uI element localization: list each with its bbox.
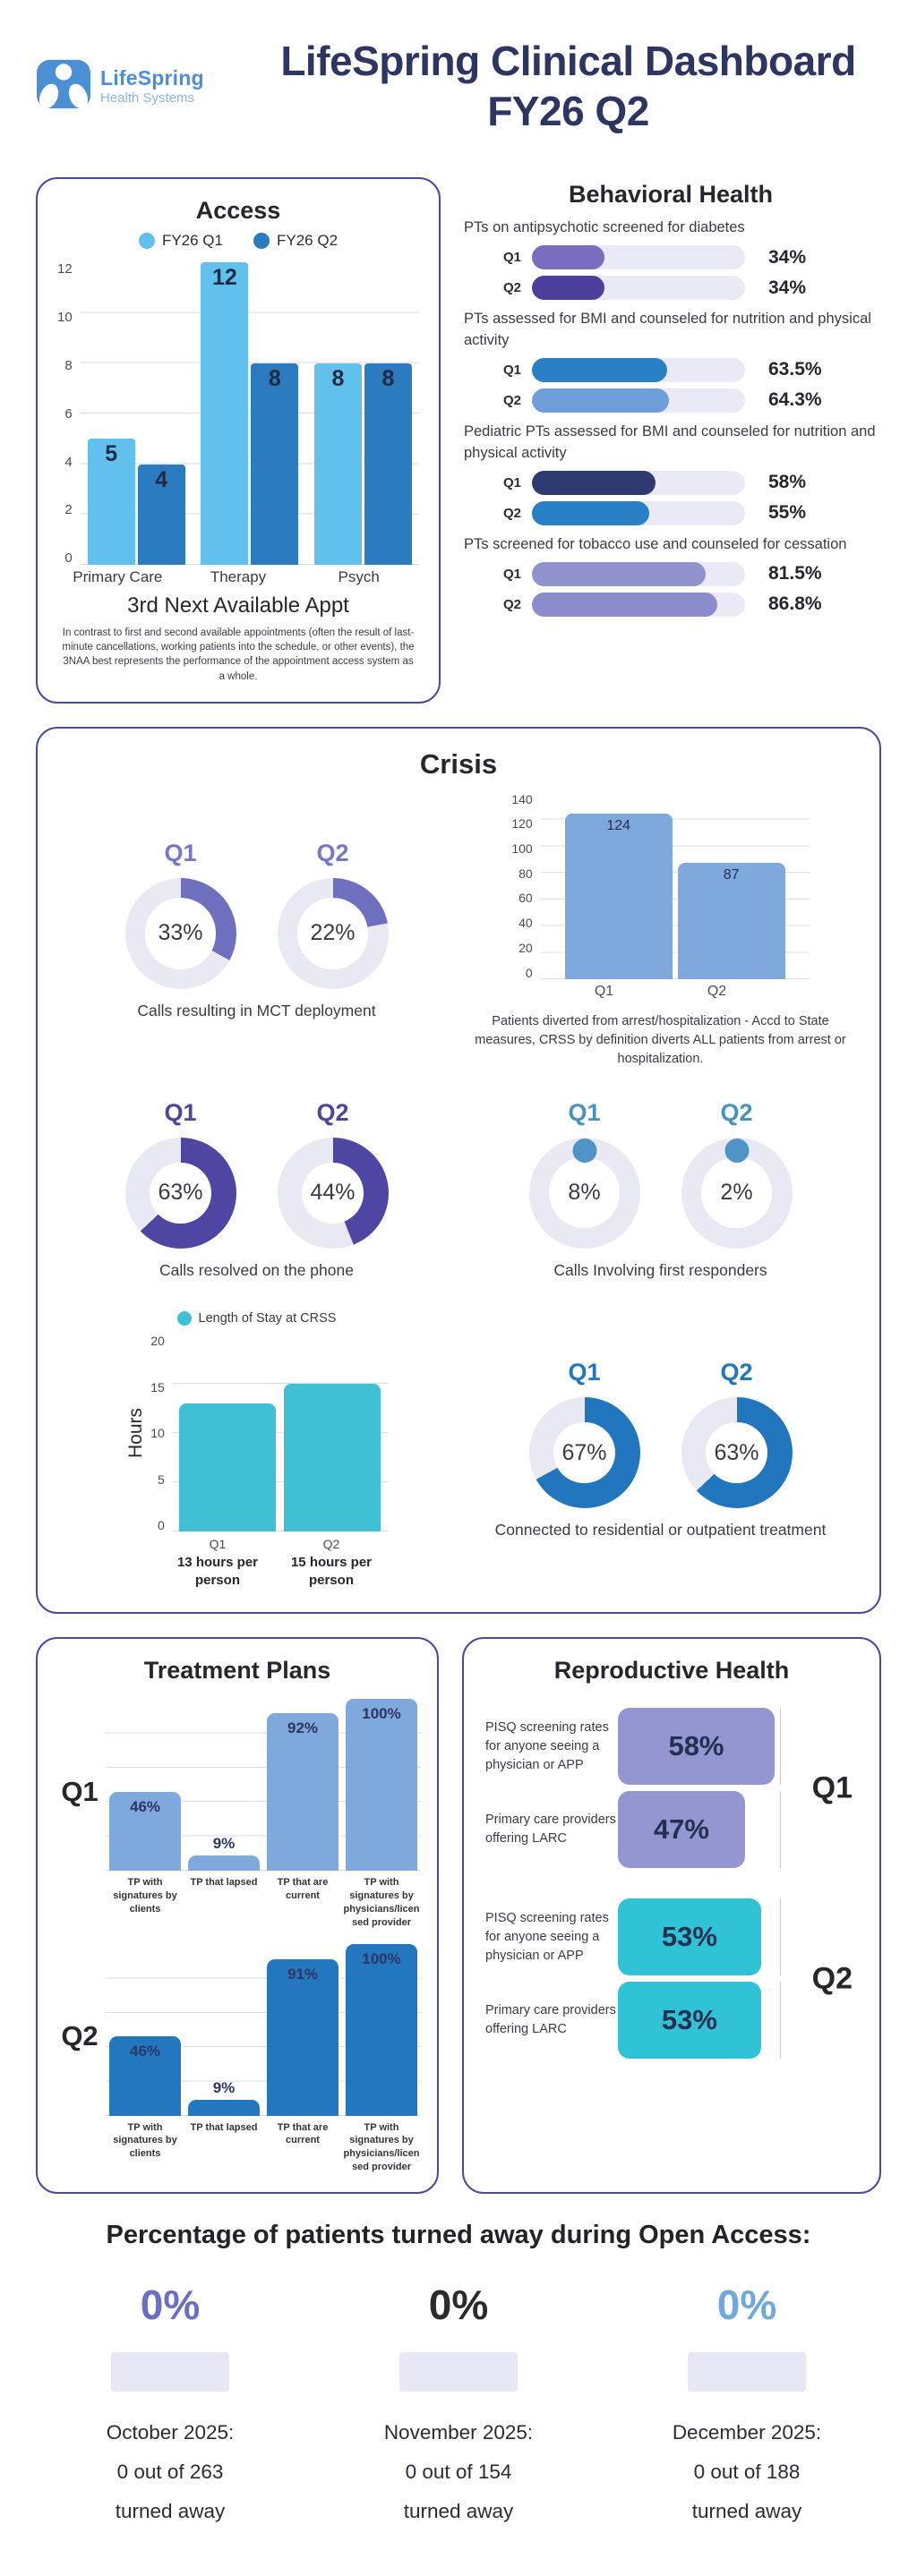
bar-value: 46% bbox=[129, 1797, 161, 1815]
x-category: TP that are current bbox=[277, 2121, 329, 2146]
y-tick: 0 bbox=[525, 965, 533, 980]
bar-group-therapy bbox=[201, 262, 298, 565]
donut-value: 8% bbox=[568, 1180, 601, 1206]
donut-q-label: Q1 bbox=[568, 1359, 601, 1386]
x-category: TP with signatures by physicians/licensed provider bbox=[343, 2121, 420, 2173]
x-category-sublabel: 13 hours per person bbox=[176, 1555, 258, 1588]
pill-fill bbox=[532, 471, 656, 495]
bar-los-q1 bbox=[179, 1403, 276, 1531]
pill-fill bbox=[532, 593, 717, 617]
access-title: Access bbox=[195, 197, 281, 225]
bar-group-primary-care bbox=[88, 262, 185, 565]
bar-therapy-q1 bbox=[201, 262, 248, 565]
responders-caption: Calls Involving first responders bbox=[553, 1260, 767, 1279]
bar-value: 47% bbox=[653, 1813, 709, 1846]
x-category: TP with signatures by clients bbox=[113, 1877, 177, 1915]
donut-value: 67% bbox=[561, 1439, 607, 1465]
y-tick: 140 bbox=[511, 791, 533, 806]
y-tick: 20 bbox=[150, 1334, 165, 1349]
bar-value: 100% bbox=[362, 1705, 401, 1723]
y-tick: 2 bbox=[64, 502, 73, 518]
donut-q1 bbox=[529, 1359, 640, 1508]
bar-primary-care-q2 bbox=[138, 465, 185, 566]
pill-row bbox=[498, 358, 881, 382]
donut-hole bbox=[553, 1422, 614, 1483]
behavioral-title: Behavioral Health bbox=[568, 181, 774, 209]
metric-label: Pediatric PTs assessed for BMI and counseled for nutrition and physical activity bbox=[464, 422, 876, 461]
reproductive-title: Reproductive Health bbox=[553, 1657, 790, 1685]
repro-q-label: Q1 bbox=[811, 1770, 853, 1805]
bar-group-psych bbox=[314, 262, 412, 565]
metric-bmi bbox=[460, 309, 881, 413]
bar-value: 9% bbox=[212, 2079, 236, 2097]
pill-fill bbox=[532, 562, 706, 586]
bar-value: 46% bbox=[129, 2043, 161, 2060]
crisis-residential-cell bbox=[467, 1311, 854, 1589]
x-category: TP with signatures by clients bbox=[113, 2121, 177, 2160]
access-y-axis bbox=[57, 262, 81, 565]
repro-row bbox=[485, 1708, 781, 1785]
donut-q-label: Q2 bbox=[316, 839, 349, 866]
pill-row bbox=[498, 245, 881, 269]
donut-chart-mct-q1 bbox=[125, 878, 236, 989]
bar-diverted-q1 bbox=[565, 814, 673, 978]
diverted-plot-area bbox=[541, 793, 810, 979]
open-access-october bbox=[63, 2281, 278, 2531]
row-treatment-reproductive bbox=[36, 1637, 881, 2194]
los-plot-area bbox=[173, 1335, 388, 1531]
y-tick: 80 bbox=[518, 866, 533, 881]
turned-away-line: turned away bbox=[115, 2499, 226, 2522]
pill-value: 34% bbox=[768, 277, 807, 298]
legend-item-q2 bbox=[253, 232, 338, 250]
donut-chart-mct-q2 bbox=[278, 878, 389, 989]
y-tick: 0 bbox=[157, 1518, 165, 1533]
y-tick: 100 bbox=[511, 841, 533, 856]
crisis-title: Crisis bbox=[419, 747, 498, 780]
bar-value: 4 bbox=[155, 466, 168, 492]
bar-value: 91% bbox=[287, 1965, 319, 1983]
diverted-chart-body bbox=[511, 793, 809, 979]
x-category: Therapy bbox=[210, 568, 267, 586]
donut-value: 33% bbox=[158, 920, 203, 946]
open-access-december bbox=[639, 2281, 854, 2531]
access-plot-area bbox=[81, 262, 419, 565]
logo-name: LifeSpring bbox=[100, 65, 204, 90]
los-y-axis-title: Hours bbox=[125, 1408, 147, 1459]
diverted-caption: Patients diverted from arrest/hospitalization - Accd to State measures, CRSS by definition diverts ALL patients from arrest or hospitalization. bbox=[475, 1013, 846, 1066]
bar-value: 9% bbox=[212, 1834, 236, 1852]
donut-hole bbox=[145, 898, 216, 968]
bar-value: 92% bbox=[287, 1719, 319, 1736]
x-category: Q2 bbox=[707, 983, 727, 999]
y-tick: 5 bbox=[157, 1471, 165, 1487]
donut-hole bbox=[297, 898, 368, 968]
donut-hole bbox=[150, 1163, 210, 1224]
y-tick: 0 bbox=[64, 550, 73, 567]
x-category: Primary Care bbox=[73, 568, 163, 586]
bar-wrap bbox=[109, 1944, 181, 2116]
bar-wrap bbox=[267, 1699, 339, 1871]
pill-value: 86.8% bbox=[768, 593, 822, 615]
repro-row bbox=[485, 1791, 781, 1868]
pill-value: 34% bbox=[768, 246, 807, 268]
repro-bar-area bbox=[618, 1898, 781, 1975]
access-legend bbox=[57, 232, 419, 250]
donut-q-label: Q1 bbox=[568, 1098, 601, 1126]
donut-q-label: Q1 bbox=[164, 1098, 197, 1126]
donut-value: 2% bbox=[720, 1180, 753, 1206]
legend-label-q2: FY26 Q2 bbox=[277, 232, 339, 250]
bar-pisq-q2 bbox=[618, 1898, 761, 1975]
metric-label: PTs screened for tobacco use and counseled for cessation bbox=[464, 535, 847, 552]
treatment-title: Treatment Plans bbox=[143, 1657, 331, 1685]
pill-q-label: Q2 bbox=[502, 392, 521, 408]
pill-fill bbox=[532, 388, 669, 413]
access-section bbox=[36, 177, 441, 703]
treatment-q1-row bbox=[54, 1699, 421, 1929]
open-access-title: Percentage of patients turned away during Open Access: bbox=[106, 2220, 811, 2249]
bar-value: 53% bbox=[661, 2004, 717, 2036]
zero-bar bbox=[688, 2352, 806, 2392]
pill-q-label: Q1 bbox=[502, 362, 521, 378]
legend-label-q1: FY26 Q1 bbox=[161, 232, 223, 250]
donut-chart-responders-q1 bbox=[529, 1138, 640, 1249]
donut-chart-residential-q2 bbox=[681, 1397, 793, 1508]
bar-value: 87 bbox=[723, 867, 740, 883]
reproductive-q1-group bbox=[485, 1708, 858, 1868]
y-tick: 6 bbox=[64, 405, 73, 422]
phone-donut-pair bbox=[63, 1099, 450, 1282]
page-title: LifeSpring Clinical Dashboard FY26 Q2 bbox=[280, 38, 856, 135]
treatment-q2-row bbox=[54, 1944, 421, 2174]
bar-wrap bbox=[346, 1944, 417, 2116]
los-chart bbox=[125, 1311, 388, 1589]
legend-item-q1 bbox=[139, 232, 223, 250]
percent-value: 0% bbox=[716, 2281, 777, 2328]
donut-q-label: Q2 bbox=[316, 1098, 349, 1126]
mct-donut-pair bbox=[63, 840, 450, 1022]
x-category-label: Q2 bbox=[322, 1537, 340, 1552]
legend-dot-q2-icon bbox=[253, 233, 270, 249]
pill-track bbox=[532, 593, 745, 617]
percent-value: 0% bbox=[428, 2281, 489, 2328]
metric-tobacco bbox=[460, 534, 881, 617]
zero-bar bbox=[111, 2352, 229, 2392]
bar-tp-current bbox=[267, 1959, 339, 2116]
bar-tp-signatures-clients bbox=[109, 2036, 181, 2115]
los-legend bbox=[177, 1311, 337, 1326]
phone-caption: Calls resolved on the phone bbox=[159, 1260, 354, 1279]
bar-wrap bbox=[188, 1699, 260, 1871]
donut-q-label: Q2 bbox=[720, 1098, 753, 1126]
bar-pisq-q1 bbox=[618, 1708, 775, 1785]
repro-category: Primary care providers offering LARC bbox=[485, 1813, 616, 1847]
pill-row bbox=[498, 471, 881, 495]
bar-value: 8 bbox=[381, 365, 395, 391]
donut-value: 63% bbox=[158, 1180, 203, 1206]
open-access-november bbox=[351, 2281, 566, 2531]
treatment-q2-categories bbox=[106, 2116, 421, 2174]
pill-value: 63.5% bbox=[768, 359, 822, 380]
los-chart-body bbox=[125, 1335, 388, 1531]
pill-q-label: Q1 bbox=[502, 474, 521, 490]
y-tick: 12 bbox=[57, 261, 73, 277]
zero-bar bbox=[399, 2352, 518, 2392]
donut-q-label: Q2 bbox=[720, 1359, 753, 1386]
treatment-q2-chart bbox=[106, 1944, 421, 2174]
donut-q2 bbox=[278, 840, 389, 989]
metric-diabetes bbox=[460, 218, 881, 300]
y-tick: 10 bbox=[57, 310, 73, 326]
responders-donut-pair bbox=[467, 1099, 854, 1282]
los-x-axis bbox=[129, 1537, 384, 1589]
treatment-plans-section bbox=[36, 1637, 439, 2194]
treatment-q1-categories bbox=[106, 1871, 421, 1929]
x-category: TP that lapsed bbox=[190, 2121, 258, 2133]
donut-chart-phone-q2 bbox=[278, 1138, 389, 1249]
access-chart bbox=[57, 262, 419, 565]
donut-chart-responders-q2 bbox=[681, 1138, 793, 1249]
repro-bar-area bbox=[618, 1791, 781, 1868]
x-category: TP that are current bbox=[277, 1877, 329, 1901]
treatment-q-label: Q2 bbox=[61, 2020, 99, 2052]
repro-category: PISQ screening rates for anyone seeing a physician or APP bbox=[485, 1719, 609, 1772]
crisis-mct-cell bbox=[63, 793, 450, 1069]
bar-tp-lapsed bbox=[188, 1855, 260, 1871]
pill-q-label: Q1 bbox=[502, 566, 521, 582]
bar-los-q2 bbox=[284, 1384, 381, 1531]
pill-fill bbox=[532, 276, 604, 300]
bar-value: 8 bbox=[331, 365, 345, 391]
repro-q-label: Q2 bbox=[811, 1961, 853, 1996]
lifespring-logo-icon bbox=[36, 58, 91, 115]
y-tick: 15 bbox=[150, 1379, 165, 1395]
pill-q-label: Q2 bbox=[502, 505, 521, 521]
bar-value: 12 bbox=[211, 265, 237, 291]
y-tick: 40 bbox=[518, 916, 533, 931]
bar-value: 100% bbox=[362, 1949, 401, 1967]
month-line: December 2025: bbox=[672, 2420, 822, 2444]
bar-therapy-q2 bbox=[251, 363, 298, 565]
logo-subtitle: Health Systems bbox=[100, 90, 195, 106]
x-category: TP that lapsed bbox=[190, 1877, 258, 1889]
pill-q-label: Q2 bbox=[502, 280, 521, 296]
mct-caption: Calls resulting in MCT deployment bbox=[137, 1001, 376, 1019]
residential-caption: Connected to residential or outpatient treatment bbox=[494, 1521, 827, 1540]
y-tick: 120 bbox=[511, 816, 533, 832]
donut-value: 22% bbox=[310, 920, 356, 946]
bar-diverted-q2 bbox=[678, 863, 785, 978]
pill-row bbox=[498, 276, 881, 300]
bar-primary-care-q1 bbox=[88, 439, 135, 565]
bar-tp-lapsed bbox=[188, 2100, 260, 2115]
crisis-responders-cell bbox=[467, 1099, 854, 1282]
row-access-behavioral bbox=[36, 177, 881, 703]
month-line: November 2025: bbox=[383, 2420, 534, 2444]
donut-dot-icon bbox=[572, 1139, 596, 1163]
x-category-label: Q1 bbox=[209, 1537, 227, 1552]
crisis-grid bbox=[63, 793, 854, 1590]
treatment-q2-plot bbox=[106, 1944, 421, 2116]
bar-wrap bbox=[346, 1699, 417, 1871]
bar-tp-signatures-physicians bbox=[346, 1699, 417, 1871]
pill-row bbox=[498, 562, 881, 586]
y-tick: 10 bbox=[150, 1426, 165, 1441]
count-line: 0 out of 188 bbox=[693, 2460, 801, 2483]
y-tick: 60 bbox=[518, 891, 533, 906]
bar-wrap bbox=[188, 1944, 260, 2116]
pill-track bbox=[532, 245, 745, 269]
x-category: Q1 bbox=[594, 983, 614, 999]
pill-value: 81.5% bbox=[768, 563, 822, 584]
reproductive-q2-group bbox=[485, 1898, 858, 2059]
open-access-section bbox=[36, 2221, 881, 2531]
x-category bbox=[165, 1537, 270, 1589]
diverted-x-axis bbox=[551, 984, 771, 1000]
donut-chart-residential-q1 bbox=[529, 1397, 640, 1508]
repro-category: PISQ screening rates for anyone seeing a physician or APP bbox=[485, 1910, 609, 1963]
count-line: 0 out of 154 bbox=[405, 2460, 512, 2483]
crisis-phone-cell bbox=[63, 1099, 450, 1282]
bar-wrap bbox=[267, 1944, 339, 2116]
turned-away-line: turned away bbox=[691, 2499, 802, 2522]
bar-tp-signatures-physicians bbox=[346, 1944, 417, 2116]
pill-value: 58% bbox=[768, 472, 807, 493]
x-category: Psych bbox=[338, 568, 380, 586]
repro-bar-area bbox=[618, 1982, 781, 2059]
lifespring-logo bbox=[36, 58, 237, 115]
bar-larc-q1 bbox=[618, 1791, 745, 1868]
month-line: October 2025: bbox=[106, 2420, 235, 2444]
donut-q1 bbox=[125, 840, 236, 989]
pill-fill bbox=[532, 245, 604, 269]
open-access-columns bbox=[36, 2281, 881, 2531]
x-category-sublabel: 15 hours per person bbox=[290, 1555, 372, 1588]
donut-value: 44% bbox=[310, 1180, 356, 1206]
residential-donut-pair bbox=[467, 1359, 854, 1541]
bar-psych-q1 bbox=[314, 363, 362, 565]
donut-q2 bbox=[278, 1099, 389, 1249]
pill-value: 55% bbox=[768, 502, 807, 524]
metric-label: PTs on antipsychotic screened for diabetes bbox=[464, 219, 745, 236]
donut-q2 bbox=[681, 1099, 793, 1249]
donut-dot-icon bbox=[724, 1139, 749, 1163]
bar-value: 124 bbox=[606, 818, 631, 834]
pill-track bbox=[532, 501, 745, 525]
donut-q1 bbox=[125, 1099, 236, 1249]
metric-label: PTs assessed for BMI and counseled for nutrition and physical activity bbox=[464, 311, 871, 349]
bar-psych-q2 bbox=[364, 363, 412, 565]
donut-value: 63% bbox=[714, 1439, 759, 1465]
treatment-q1-chart bbox=[106, 1699, 421, 1929]
donut-chart-phone-q1 bbox=[125, 1138, 236, 1249]
legend-dot-q1-icon bbox=[139, 233, 155, 249]
crisis-los-cell bbox=[63, 1311, 450, 1589]
donut-q-label: Q1 bbox=[164, 839, 197, 866]
bar-tp-signatures-clients bbox=[109, 1792, 181, 1871]
pill-track bbox=[532, 358, 745, 382]
logo-text bbox=[100, 66, 237, 107]
pill-track bbox=[532, 562, 745, 586]
bar-value: 5 bbox=[105, 441, 118, 467]
bar-value: 8 bbox=[268, 365, 281, 391]
repro-row bbox=[485, 1898, 781, 1975]
crisis-diverted-cell bbox=[467, 793, 854, 1069]
los-y-axis bbox=[150, 1335, 173, 1531]
pill-row bbox=[498, 593, 881, 617]
repro-category: Primary care providers offering LARC bbox=[485, 2003, 616, 2037]
bar-wrap bbox=[109, 1699, 181, 1871]
bar-value: 58% bbox=[668, 1730, 724, 1762]
count-line: 0 out of 263 bbox=[116, 2460, 224, 2483]
diverted-y-axis bbox=[511, 793, 540, 979]
pill-row bbox=[498, 501, 881, 525]
legend-dot-teal-icon bbox=[177, 1311, 192, 1326]
treatment-q1-plot bbox=[106, 1699, 421, 1871]
y-tick: 8 bbox=[64, 357, 73, 373]
repro-row bbox=[485, 1982, 781, 2059]
pill-q-label: Q2 bbox=[502, 596, 521, 612]
bar-tp-current bbox=[267, 1713, 339, 1872]
pill-track bbox=[532, 276, 745, 300]
los-legend-label: Length of Stay at CRSS bbox=[198, 1311, 337, 1326]
diverted-chart bbox=[473, 793, 849, 1069]
percent-value: 0% bbox=[140, 2281, 201, 2328]
x-category: TP with signatures by physicians/licensed provider bbox=[343, 1877, 420, 1928]
donut-q1 bbox=[529, 1099, 640, 1249]
pill-track bbox=[532, 388, 745, 413]
bar-value: 53% bbox=[661, 1921, 717, 1953]
repro-bar-area bbox=[618, 1708, 781, 1785]
access-x-axis bbox=[57, 565, 419, 586]
reproductive-health-section bbox=[462, 1637, 881, 2194]
donut-hole bbox=[549, 1157, 620, 1228]
donut-q2 bbox=[681, 1359, 793, 1508]
access-footnote: In contrast to first and second available appointments (often the result of last-minute cancellations, working patients into the schedule, or other events), the 3NAA best represents the performance of the appointment access system as a whole. bbox=[62, 627, 415, 682]
donut-hole bbox=[701, 1157, 772, 1228]
behavioral-health-section bbox=[460, 177, 881, 623]
pill-q-label: Q1 bbox=[502, 250, 521, 266]
pill-row bbox=[498, 388, 881, 413]
treatment-q-label: Q1 bbox=[61, 1775, 99, 1807]
metric-pediatric-bmi bbox=[460, 422, 881, 525]
pill-fill bbox=[532, 358, 667, 382]
pill-track bbox=[532, 471, 745, 495]
y-tick: 4 bbox=[64, 454, 73, 470]
access-x-axis-title: 3rd Next Available Appt bbox=[127, 593, 349, 618]
turned-away-line: turned away bbox=[403, 2499, 514, 2522]
bar-larc-q2 bbox=[618, 1982, 761, 2059]
pill-value: 64.3% bbox=[768, 389, 822, 411]
crisis-section bbox=[36, 727, 881, 1615]
donut-hole bbox=[302, 1163, 363, 1224]
header bbox=[36, 36, 881, 136]
pill-fill bbox=[532, 501, 649, 525]
y-tick: 20 bbox=[518, 940, 533, 955]
x-category bbox=[279, 1537, 384, 1589]
donut-hole bbox=[706, 1422, 767, 1483]
